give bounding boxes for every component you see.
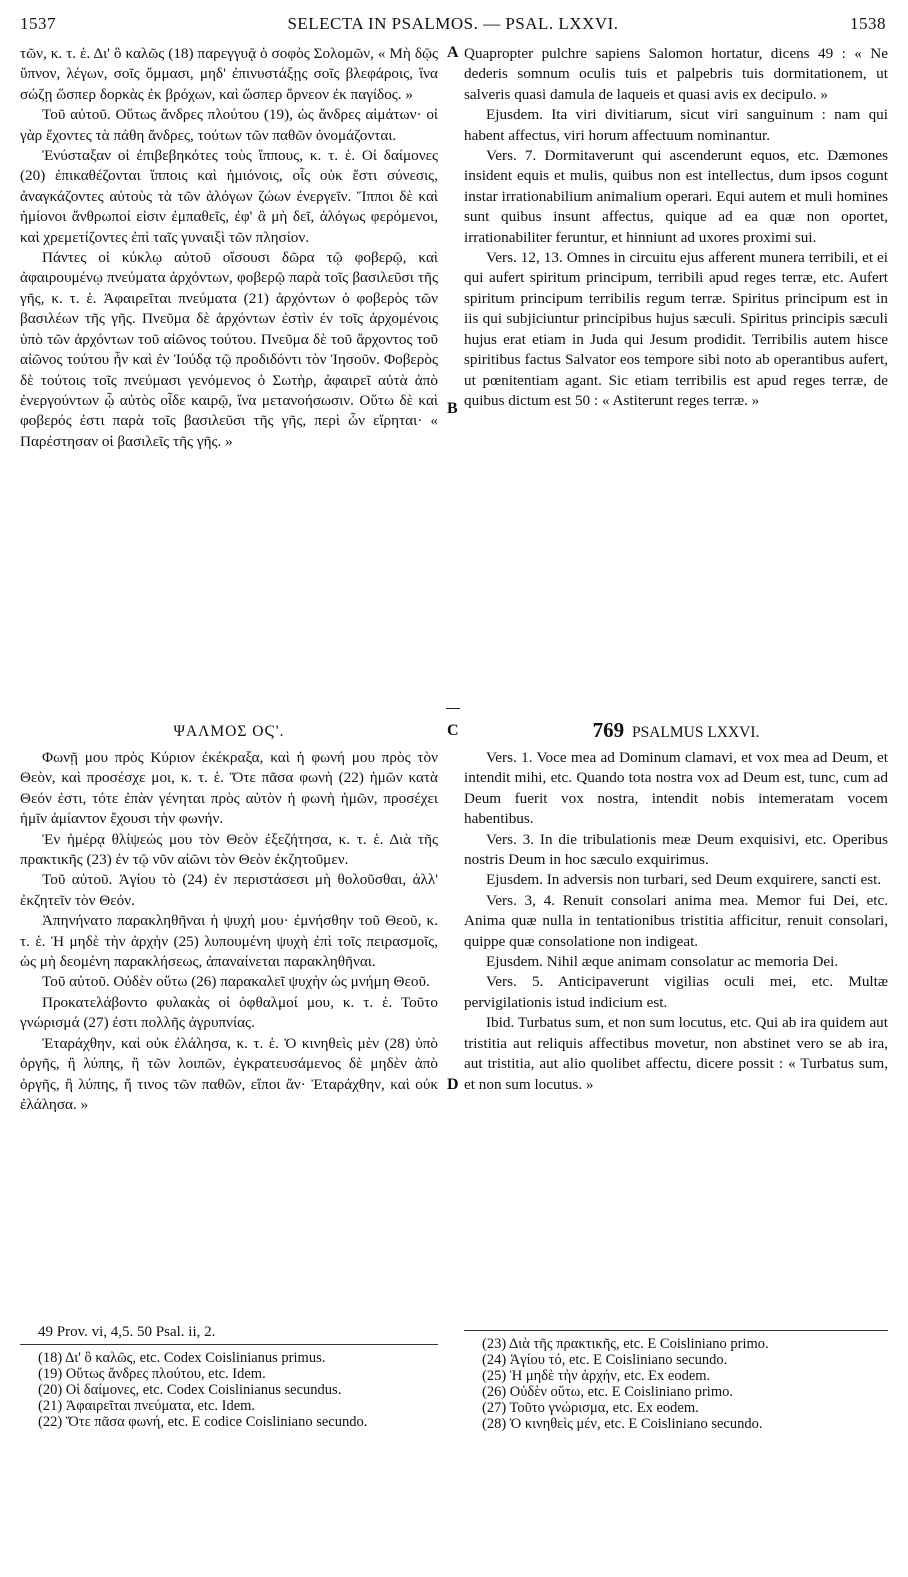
footnote-rule-right [464,1330,888,1331]
latin-column-top [464,44,888,411]
greek-paragraph: Πάντες οἱ κύκλῳ αὐτοῦ οἴσουσι δῶρα τῷ φοβερῷ, καὶ ἀφαιρουμένῳ πνεύματα ἀρχόντων, φοβερῷ παρὰ τοῖς βασιλεῦσι τῆς γῆς, κ. τ. ἑ. Ἀφαιρεῖται πνεύματα (21) ἀρχόντων ὁ φοβερὸς τῶν βασιλέων τῆς γῆς. Πνεῦμα δὲ ἀρχόντων ἐστὶν ἐν τοῖς ἀρχομένοις ὑπὸ τῶν ἀρχόντων τοῦ αἰῶνος τούτου. Πνεῦμα δὲ τοῦ ἄρχοντος τοῦ αἰῶνος τούτου ἦν καὶ ἐν Ἰούδᾳ τῷ προδιδόντι τὸν Ἰησοῦν. Φοβερὸς δὲ τούτοις τοῖς πνεύμασι γενόμενος ὁ Σωτὴρ, ἀφαιρεῖ αὐτὰ ἀπὸ ἐνεργούντων ᾧ αὐτὸς οἶδε καιρῷ, ἵνα μετανοήσωσιν. Οὕτω δὲ καὶ φοβερός ἐστι παρὰ τοῖς βασιλεῦσι τῆς γῆς, περὶ ὧν εἴρηται· « Παρέστησαν οἱ βασιλεῖς τῆς γῆς. » [20,249,438,450]
latin-paragraph: Vers. 7. Dormitaverunt qui ascenderunt equos, etc. Dæmones insident equis et mulis, quibus non est intellectus, dum ipsos cogunt instar irrationabilium animalium operari. Equi autem et muli homines sunt quibus insunt affectus, quique ad ea quæ non oportet, irrationabiliter feruntur, et hinniunt ad uxores proximi sui. [464,147,888,246]
right-page-number: 1538 [850,14,886,33]
latin-paragraph: Quapropter pulchre sapiens Salomon hortatur, dicens 49 : « Ne dederis somnum oculis tuis et palpebris tuis dormitationem, ut salveris quasi damula de laqueis et quasi avis ex decipulo. » [464,45,888,103]
latin-paragraph: Vers. 5. Anticipaverunt vigilias oculi mei, etc. Multæ pervigilationis istud indicium est. [464,973,888,1011]
latin-paragraph: Ibid. Turbatus sum, et non sum locutus, etc. Qui ab ira quidem aut tristitia aut reliquis affectibus movetur, non abstinet vero se ab ira, aut tristitia, aut alio quolibet affectu, dicere possit : « Turbatus sum, et non sum locutus. » [464,1014,888,1093]
section-marker-a: A [447,44,459,61]
latin-paragraph: Ejusdem. Ita viri divitiarum, sicut viri sanguinum : nam qui habent affectus, viri horum affectuum nominantur. [464,106,888,144]
footnote: (25) Ἡ μηδὲ τὴν ἀρχήν, etc. Ex eodem. [482,1368,711,1384]
column-number: 769 [592,718,625,742]
greek-paragraph: Ἐν ἡμέρᾳ θλίψεώς μου τὸν Θεὸν ἐξεζήτησα, κ. τ. ἑ. Διὰ τῆς πρακτικῆς (23) ἐν τῷ νῦν αἰῶνι τὸν Θεὸν ἐκζητοῦμεν. [20,830,438,869]
footnote: (24) Ἁγίου τό, etc. E Coisliniano secundo. [482,1352,728,1368]
latin-paragraph: Ejusdem. Nihil æque animam consolatur ac memoria Dei. [486,953,839,971]
running-title: SELECTA IN PSALMOS. — PSAL. LXXVI. [287,14,619,33]
psalm-title-greek: ΨΑΛΜΟΣ ΟϚ'. [173,723,285,740]
footnote: (23) Διὰ τῆς πρακτικῆς, etc. E Coisliniano primo. [482,1336,769,1352]
footnote-rule-left [20,1344,438,1345]
latin-paragraph: Vers. 1. Voce mea ad Dominum clamavi, et vox mea ad Deum, et intendit mihi, etc. Quando tota nostra vox ad Deum est, tunc, cum ad Deum fuerit vox nostra, intendit nobis intemeratam vocem habentibus. [464,749,888,828]
footnote: (22) Ὅτε πᾶσα φωνή, etc. E codice Coisliniano secundo. [38,1414,368,1430]
latin-column-bottom [464,748,888,1095]
greek-paragraph: Φωνῇ μου πρὸς Κύριον ἐκέκραξα, καὶ ἡ φωνή μου πρὸς τὸν Θεὸν, καὶ προσέσχε μοι, κ. τ. ἑ. Ὅτε πᾶσα φωνὴ (22) ἡμῶν κατὰ Θεόν ἐστι, τότε ἐπὰν γένηται πρὸς αὐτὸν ἡ φωνὴ ἡμῶν, προσέχει ἡμῖν ἀμίαντον ἔχουσι τὴν φωνήν. [20,749,438,828]
greek-paragraph: Ἐταράχθην, καὶ οὐκ ἐλάλησα, κ. τ. ἑ. Ὁ κινηθεὶς μὲν (28) ὑπὸ ὀργῆς, ἢ λύπης, ἢ τῶν λοιπῶν, ἐγκρατευσάμενος δὲ μηδὲν ἀπὸ ὀργῆς, ἢ λύπης, ἤ τινος τῶν παθῶν, εἴποι ἄν· Ἐταράχθην, καὶ οὐκ ἐλάλησα. » [20,1034,438,1113]
greek-paragraph: Τοῦ αὐτοῦ. Οὕτως ἄνδρες πλούτου (19), ὡς ἄνδρες αἱμάτων· οἱ γὰρ ἔχοντες τὰ πάθη ἄνδρες, τούτων τῶν παθῶν ὀνομάζονται. [20,106,438,144]
greek-column-bottom [20,748,438,1115]
greek-paragraph: Τοῦ αὐτοῦ. Οὐδὲν οὕτω (26) παρακαλεῖ ψυχὴν ὡς μνήμη Θεοῦ. [42,973,430,991]
scripture-references: 49 Prov. vi, 4,5. 50 Psal. ii, 2. [38,1324,216,1340]
section-marker-b: B [447,400,458,417]
footnote: (21) Ἀφαιρεῖται πνεύματα, etc. Idem. [38,1398,256,1414]
greek-paragraph: τῶν, κ. τ. ἑ. Δι' ὃ καλῶς (18) παρεγγυᾷ ὁ σοφὸς Σολομῶν, « Μὴ δῷς ὕπνον, λέγων, σοῖς ὄμμασι, μηδ' ἐπινυστάξῃς σοῖς βλεφάροις, ἵνα σώζῃ ὥσπερ δορκὰς ἐκ βρόχων, καὶ ὥσπερ ὄρνεον ἐκ παγίδος. » [20,45,438,103]
footnote: (20) Οἱ δαίμονες, etc. Codex Coislinianus secundus. [38,1382,342,1398]
latin-paragraph: Vers. 12, 13. Omnes in circuitu ejus afferent munera terribili, et ei qui aufert spiritum principum, terribili apud reges terræ, etc. Aufert spiritum principum terribilis regum terræ. Spiritus principum est in iis qui subjiciuntur principibus hujus sæculi. Spiritus principis sæculi hujus erat etiam in Juda qui Jesum prodidit. Terribilis autem hisce spiritibus factus Salvator eos tempore sibi noto ab operantibus aufert, ut pœnitentiam agant. Sic etiam terribilis est apud reges terræ, de quibus dictum est 50 : « Astiterunt reges terræ. » [464,249,888,409]
section-marker-d: D [447,1076,459,1093]
section-marker-c: C [447,722,459,739]
column-divider [446,708,460,709]
greek-paragraph: Τοῦ αὐτοῦ. Ἁγίου τὸ (24) ἐν περιστάσεσι μὴ θολοῦσθαι, ἀλλ' ἐκζητεῖν τὸν Θεόν. [20,871,438,909]
footnotes-left [38,1350,438,1430]
footnotes-right [482,1336,886,1432]
latin-paragraph: Vers. 3, 4. Renuit consolari anima mea. Memor fui Dei, etc. Anima quæ nulla in tentationibus tristitia afficitur, renuit consolari, quippe quæ consolatione non indigeat. [464,891,888,950]
psalm-title-text: PSALMUS LXXVI. [631,724,760,741]
greek-column-top [20,44,438,452]
footnote: (27) Τοῦτο γνώρισμα, etc. Ex eodem. [482,1400,699,1416]
running-header [20,14,886,36]
footnote: (19) Οὕτως ἄνδρες πλούτου, etc. Idem. [38,1366,266,1382]
footnote: (28) Ὁ κινηθεὶς μέν, etc. E Coisliniano secundo. [482,1416,763,1432]
latin-paragraph: Ejusdem. In adversis non turbari, sed Deum exquirere, sancti est. [486,871,882,889]
footnote: (18) Δι' ὃ καλῶς, etc. Codex Coislinianus primus. [38,1350,326,1366]
left-page-number: 1537 [20,14,56,33]
greek-paragraph: Ἐνύσταξαν οἱ ἐπιβεβηκότες τοὺς ἵππους, κ. τ. ἑ. Οἱ δαίμονες (20) ἐπικαθέζονται ἵπποις καὶ ἡμιόνοις, οἷς οὐκ ἔστι σύνεσις, ἀναγκάζοντες αὐτοὺς τὰ τῶν ἀλόγων ζώων ἐνεργεῖν. Ἵπποι δὲ καὶ ἡμίονοι ἄνθρωποί εἰσιν ἐμπαθεῖς, ἐφ' ἃ μὴ δεῖ, ἀλόγως φερόμενοι, καὶ χρεμετίζοντες ἐπὶ ταῖς γυναιξὶ τῶν πλησίον. [20,147,438,246]
greek-paragraph: Ἀπηνήνατο παρακληθῆναι ἡ ψυχή μου· ἐμνήσθην τοῦ Θεοῦ, κ. τ. ἑ. Ἡ μηδὲ τὴν ἀρχὴν (25) λυπουμένη ψυχὴ ἐπὶ τοῖς πειρασμοῖς, ὡς μὴ δεομένη παρακλήσεως, ἀπαναίνεται παρακληθῆναι. [20,912,438,971]
psalm-title-latin [464,718,888,743]
latin-paragraph: Vers. 3. In die tribulationis meæ Deum exquisivi, etc. Operibus nostris Deum in hoc sæculo exquirimus. [464,830,888,869]
greek-paragraph: Προκατελάβοντο φυλακὰς οἱ ὀφθαλμοί μου, κ. τ. ἑ. Τοῦτο γνώρισμά (27) ἐστι πολλῆς ἀγρυπνίας. [20,993,438,1032]
footnote: (26) Οὐδὲν οὕτω, etc. E Coisliniano primo. [482,1384,733,1400]
